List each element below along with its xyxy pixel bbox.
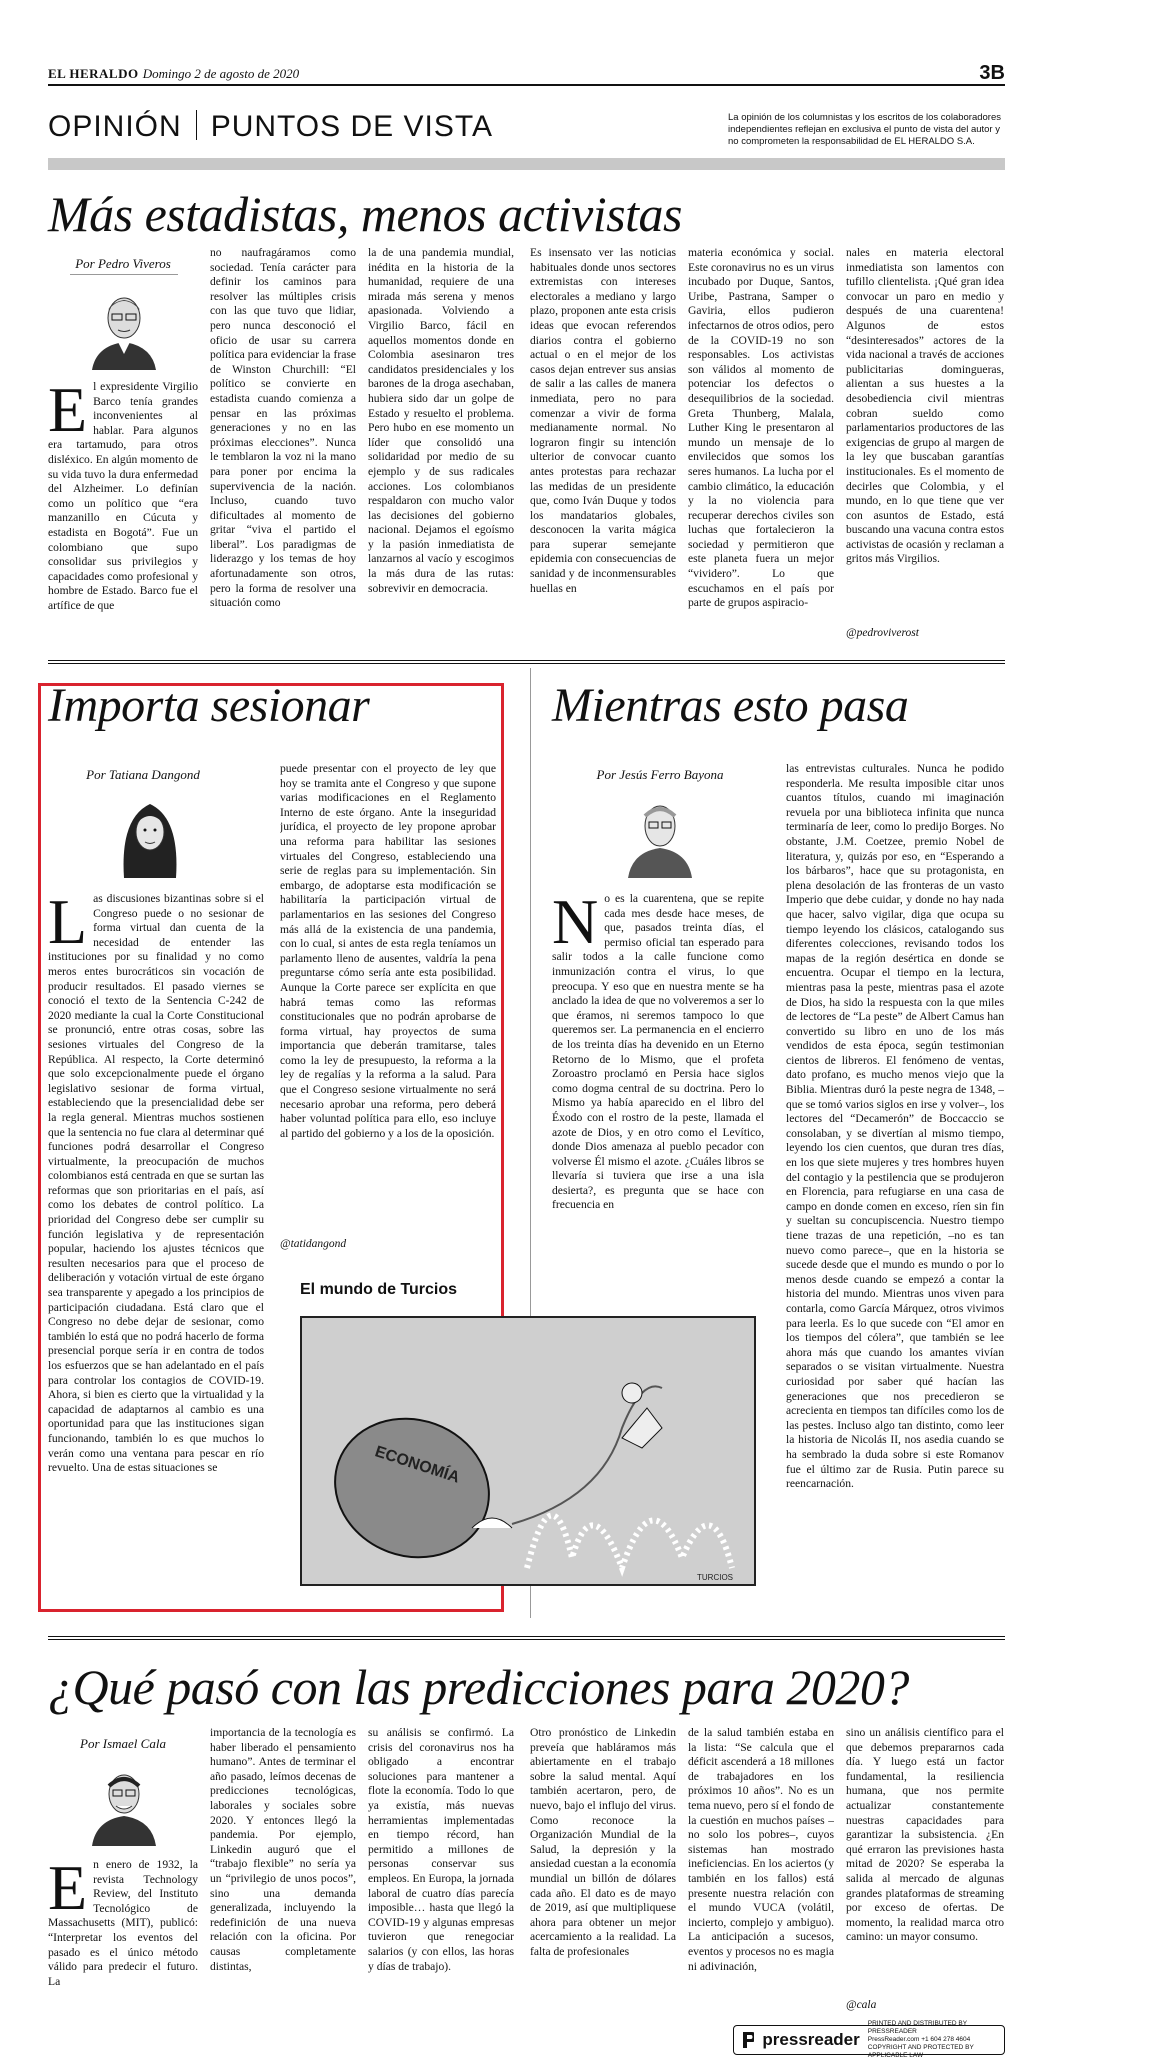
article3-title: Mientras esto pasa	[552, 679, 909, 732]
pressreader-brand: pressreader	[762, 2030, 860, 2049]
article4-title: ¿Qué pasó con las predicciones para 2020?	[48, 1659, 909, 1715]
article4-col1: En enero de 1932, la revista Technology Review, del Instituto Tecnológico de Massachusetts (MIT), publicó: “Interpretar los eventos del pasado es el único método válido para predecir el futuro. La	[48, 1858, 198, 1988]
section-bar	[48, 158, 1005, 170]
article3-byline: Por Jesús Ferro Bayona	[596, 767, 724, 782]
article3-col2: las entrevistas culturales. Nunca he podido responderla. Me resulta imposible citar unos cuantos títulos, cuando mi imaginación revuela por una biblioteca infinita que nunca terminaría de leer, como lo predijo Borges. No obstante, J.M. Coetzee, premio Nobel de literatura, y, quizás por eso, en “Esperando a los bárbaros”, hace que su protagonista, en plena desolación de las fronteras de un vasto Imperio que debe cuidar, y donde no hay nada que hacer, salvo vigilar, diga que ocupa su tiempo leyendo los clásicos, catalogando sus diferentes colecciones, revisando todos los mapas de la región desértica en donde se encuentra. Ocupar el tiempo en la lectura, mientras pasa la peste, mientras pasa el azote de Dios, ha sido la respuesta con la que miles de lectores de “La peste” de Albert Camus han convertido su libro en uno de los más vendidos de esta época, según testimonian cientos de libreros. El fenómeno de ventas, dato profano, es mucho menos viejo que la Biblia. Mientras duró la peste negra de 1348, –que se tomó varios siglos en irse y volver–, los lectores del “Decamerón” de Boccaccio se consolaban, y se divertían al mismo tiempo, leyendo los cien cuentos, que duran tres días, en los que siete mujeres y tres hombres huyen del contagio y la pestilencia que se produjeron en Florencia, para refugiarse en una casa de campo en donde comen en exceso, ríen sin fin y sueltan su concupiscencia. Nuestro tiempo tiene trazas de una repetición, –no es tan nuevo como parece–, que en la historia se sucede desde que el mundo es mundo o por lo menos desde cuando se empezó a contar la historia del mundo. Mientras unos viven para contarla, como García Márquez, otros vivimos para leerla. Es lo que sucede con “El amor en los tiempos del cólera”, que también se lee ahora más que cuando los amantes vivían separados o se visitan virtualmente. Nuestra curiosidad por saber qué hacían las generaciones que nos precedieron se acrecienta en tiempos tan difíciles como los de las pestes. Incluso algo tan distinto, como leer la historia de Nicolás II, nos asedia cuando se ha sembrado la duda sobre si este Romanov fue el último zar de Rusia. Putin parece su reencarnación.	[786, 762, 1004, 1491]
article4-col5: de la salud también estaba en la lista: “Se calcula que el déficit ascenderá a 18 millones de trabajadores en los próximos 10 años”. No es un tema nuevo, pero sí el fondo de la cuestión en muchos países –no solo los pobres–, cuyos sistemas han mostrado ineficiencias. En los aciertos (y también en los fallos) está presente nuestra relación con el mundo VUCA (volátil, incierto, complejo y ambiguo). La anticipación a sucesos, eventos y procesos no es magia ni adivinación,	[688, 1726, 834, 1973]
article3-dropcap: N	[552, 892, 599, 957]
paper-name: EL HERALDO	[48, 66, 139, 81]
article1-signature: @pedroviverost	[846, 627, 919, 639]
masthead	[48, 66, 299, 82]
author-portrait-dangond	[110, 788, 190, 878]
article1-col2: no naufragáramos como sociedad. Tenía carácter para definir los caminos para resolver las múltiples crisis con las que tuvo que lidiar, pero nunca desconoció el oficio de usar su carrera política para evidenciar la frase de Winston Churchill: “El político se convierte en estadista cuando comienza a pensar en las próximas generaciones y no en las próximas elecciones”. Nunca le temblaron la voz ni la mano para poner por encima la supervivencia de la nación. Incluso, cuando tuvo dificultades al momento de gritar “viva el partido el liberal”. Los paradigmas de liderazgo y los temas de hoy afortunadamente son otros, pero la forma de resolver una situación como	[210, 246, 356, 610]
cartoon-image	[300, 1316, 756, 1586]
article3-col1: No es la cuarentena, que se repite cada mes desde hace meses, de que, pasados treinta días, el permiso oficial tan esperado para salir todos a la calle funcione como inmunización contra el virus, lo que preocupa. Y eso que en nuestra mente se ha anclado la idea de que no volveremos a ser lo que éramos, ni seremos tampoco lo que queremos ser. La permanencia en el encierro de los treinta días ha devenido en un Eterno Retorno de lo Mismo, que el profeta Zoroastro proclamó en Persia hace siglos como dogma central de su doctrina. Pero lo Mismo ya había aparecido en el libro del Éxodo con el rostro de la peste, llamada el azote de Dios, y en otro como el Levítico, donde Dios amenaza al pueblo pecador con volverse Él mismo el azote. ¿Cuáles libros se llevaría si tuviera que irse a una isla desierta?, es pregunta que se hace con frecuencia en	[552, 892, 764, 1212]
article4-col3: su análisis se confirmó. La crisis del coronavirus nos ha obligado a encontrar soluciones para mantener a flote la economía. Todo lo que ya existía, más nuevas herramientas implementadas en tiempo récord, han permitido a millones de personas conservar sus empleos. En Europa, la jornada laboral de cuatro días parecía imposible… hasta que llegó la COVID-19 y algunas empresas tuvieron que renegociar salarios (y con ellos, las horas y días de trabajo).	[368, 1726, 514, 1973]
disclaimer: La opinión de los columnistas y los escritos de los colaboradores independientes reflejan en exclusiva el punto de vista del autor y no comprometen la responsabilidad de EL HERALDO S.A.	[728, 112, 1002, 147]
author-portrait-ferro	[620, 788, 700, 878]
article1-col4: Es insensato ver las noticias habituales donde unos sectores extremistas con intereses electorales a mediano y largo plazo, proponen ante esta crisis ideas que evocan referendos diarios contra el gobierno actual o en el mejor de los casos dejan entrever sus ansias de salir a las calles de manera inmediata, pero no para comenzar a vivir de forma medianamente normal. No lograron fingir su intención ulterior de convocar cuanto antes protestas para rechazar las medidas de un presidente que, como Iván Duque y todos los mandatarios globales, desconocen la varita mágica para superar semejante epidemia con consecuencias de sanidad y de inconmensurables huellas en	[530, 246, 676, 595]
balloon-label: ECONOMÍA	[372, 1443, 462, 1487]
article4-col4: Otro pronóstico de Linkedin preveía que habláramos más abiertamente en el trabajo sobre la salud mental. Aquí también acertaron, pero, de nuevo, bajo el influjo del virus. Como reconoce la Organización Mundial de la Salud, la depresión y la ansiedad cuestan a la economía mundial un billón de dólares cada año. El dato es de mayo de 2019, así que multipliquese ahora para obtener un mejor acercamiento a la realidad. La falta de profesionales	[530, 1726, 676, 1958]
article2-title: Importa sesionar	[48, 679, 370, 732]
article4-byline: Por Ismael Cala	[80, 1736, 166, 1751]
article1-title: Más estadistas, menos activistas	[48, 186, 682, 242]
article1-byline: Por Pedro Viveros	[75, 256, 171, 271]
article4-dropcap: E	[48, 1858, 88, 1923]
article2-byline: Por Tatiana Dangond	[86, 767, 200, 782]
top-rule	[48, 84, 1005, 86]
article1-col6: nales en materia electoral inmediatista son lamentos con tufillo clientelista. ¡Qué gran idea convocar un paro en medio y después de una cuarentena! Algunos de estos “desinteresados” actores de la vida nacional a través de acciones publicitarias domingueras, alientan a sus huestes a la desobediencia civil mientras cobran sueldo como parlamentarios productores de las exigencias de grupo al margen de la ley que buscaban garantías institucionales. Es el momento de decirles que Colombia, y el mundo, en lo que tiene que ver con asuntos de Estado, está buscando una vacuna contra estos activistas de ocasión y reclaman a gritos más Virgilios.	[846, 246, 1004, 566]
article1-col1: El expresidente Virgilio Barco tenía grandes inconvenientes al hablar. Para algunos era tartamudo, para otros disléxico. En algún momento de su vida tuvo la dura enfermedad del Alzheimer. Lo definían como un político que “era manzanillo en Cúcuta y estadista en Bogotá”. Fue un colombiano que supo consolidar sus privilegios y capacidades como profesional y hombre de Estado. Barco fue el artífice de que	[48, 380, 198, 612]
cartoon-title: El mundo de Turcios	[300, 1281, 458, 1298]
pressreader-icon	[740, 2030, 754, 2050]
author-portrait-viveros	[84, 280, 164, 370]
issue-date: Domingo 2 de agosto de 2020	[142, 66, 300, 81]
divider-bottom	[48, 1636, 1005, 1640]
author-portrait-cala	[84, 1756, 164, 1846]
article2-col2: puede presentar con el proyecto de ley que hoy se tramita ante el Congreso y que supone varias modificaciones en el Reglamento Interno de este órgano. Ante la inseguridad jurídica, el proyecto de ley propone aprobar una reforma para habilitar las sesiones virtuales del Congreso, estableciendo una serie de reglas para su implementación. Sin embargo, de adoptarse esta modificación se habilitaría la participación virtual de parlamentarios en las sesiones del Congreso más allá de la existencia de una pandemia, con lo cual, si antes de esta regla teníamos un parlamento lleno de ausentes, valdría la pena preguntarse cómo sería ante esta posibilidad. Aunque la Corte parece ser explícita en que habrá temas como las reformas constitucionales que no podrán aprobarse de forma virtual, hay proyectos de suma importancia que deberán tramitarse, tales como la ley de presupuesto, la reforma a la ley de regalías y la reforma a la salud. Para que el Congreso sesione virtualmente no será necesario aprobar una reforma, pero deberá haber voluntad política para ello, eso incluye al partido del gobierno y a los de la oposición.	[280, 762, 496, 1140]
article1-col3: la de una pandemia mundial, inédita en la historia de la humanidad, requiere de una mirada más serena y menos apasionada. Volviendo a Virgilio Barco, fácil en aquellos momentos donde en Colombia asesinaron tres candidatos presidenciales y los barones de la droga asechaban, hubiera sido dar un golpe de Estado y resuelto el problema. Pero hubo en ese momento un líder que consolidó una solidaridad por medio de su ejemplo y de sus radicales acciones. Los colombianos respaldaron con mucho valor las decisiones del gobierno nacional. Dejamos el egoísmo y la pasión inmediatista de lanzarnos al vacío y escogimos la más dura de las rutas: sobrevivir en democracia.	[368, 246, 514, 595]
article4-col6: sino un análisis científico para el que debemos prepararnos cada día. Y luego está un factor fundamental, la resiliencia humana, que nos permite actualizar constantemente nuestras capacidades para garantizar la subsistencia. ¿En qué erraron las previsiones hasta mitad de 2020? Se esperaba la salida al mercado de algunas grandes plataformas de streaming por exceso de ofertas. De momento, la realidad marca otro camino: un mayor consumo.	[846, 1726, 1004, 1944]
section-title	[48, 110, 493, 144]
pressreader-badge: pressreader PRINTED AND DISTRIBUTED BY PRESSREADER PressReader.com +1 604 278 4604 COPYRIGHT AND PROTECTED BY APPLICABLE LAW	[733, 2025, 1005, 2055]
divider-mid-top	[48, 660, 1005, 664]
page-number: 3B	[979, 62, 1005, 84]
section-left: OPINIÓN	[48, 110, 182, 143]
cartoon-signature: TURCIOS	[697, 1573, 733, 1582]
article1-dropcap: E	[48, 380, 88, 445]
article2-signature: @tatidangond	[280, 1238, 347, 1250]
section-right: PUNTOS DE VISTA	[210, 110, 493, 143]
article4-signature: @cala	[846, 1999, 877, 2011]
article1-col5: materia económica y social. Este coronavirus no es un virus incubado por Duque, Santos, Uribe, Pastrana, Samper o Gaviria, ellos pudieron infectarnos de otros odios, pero de la COVID-19 no son responsables. Los activistas son válidos al momento de potenciar los defectos o desequilibrios de la sociedad. Greta Thunberg, Malala, Luther King le presentaron al mundo un mensaje de lo envilecidos que somos los seres humanos. La lucha por el cambio climático, la educación y la no violencia para recuperar derechos civiles son luchas que fortalecieron la sociedad y permitieron que este planeta fuera un mejor “vividero”. Lo que escuchamos en el país por parte de grupos aspiracio-	[688, 246, 834, 610]
article4-col2: importancia de la tecnología es haber liberado el pensamiento humano”. Antes de terminar el año pasado, leímos decenas de predicciones tecnológicas, laborales y sociales sobre 2020. Y entonces llegó la pandemia. Por ejemplo, Linkedin auguró que el “trabajo flexible” no sería ya un “privilegio de unos pocos”, sino una demanda generalizada, incluyendo la redefinición de una nueva relación con la oficina. Por causas completamente distintas,	[210, 1726, 356, 1973]
article2-dropcap: L	[48, 892, 88, 957]
article2-col1: Las discusiones bizantinas sobre si el Congreso puede o no sesionar de forma virtual dan cuenta de la necesidad de entender las instituciones por su finalidad y no como meros entes burocráticos sin vocación de producir resultados. El pasado viernes se conoció el texto de la Sentencia C-242 de 2020 mediante la cual la Corte Constitucional se pronunció, entre otras cosas, sobre las sesiones virtuales del Congreso de la República. Al respecto, la Corte determinó que solo excepcionalmente puede el órgano legislativo sesionar de forma virtual, estableciendo que la presencialidad debe ser la regla general. Mientras muchos sostienen que la sentencia no fue clara al determinar qué funciones podrá desarrollar el Congreso virtualmente, la preocupación de muchos colombianos está centrada en que se surtan las reformas que son prioritarias en el país, así como los debates de control político. La prioridad del Congreso debe ser cumplir su función legislativa y de representación popular, haciendo los ajustes técnicos que resulten necesarios para que el proceso de deliberación y votación virtual de este órgano sea transparente y apegado a los principios de participación ciudadana. Está claro que el Congreso no debe dejar de sesionar, como también lo está que no podrá hacerlo de forma presencial porque sería ir en contra de todos los esfuerzos que se han adelantado en el país para controlar los contagios de COVID-19. Ahora, si bien es cierto que la virtualidad y la capacidad de adaptarnos al cambio es una oportunidad para que las instituciones sigan funcionando, también lo es que muchos lo verán como una ventana para pescar en río revuelto. Una de estas situaciones se	[48, 892, 264, 1475]
